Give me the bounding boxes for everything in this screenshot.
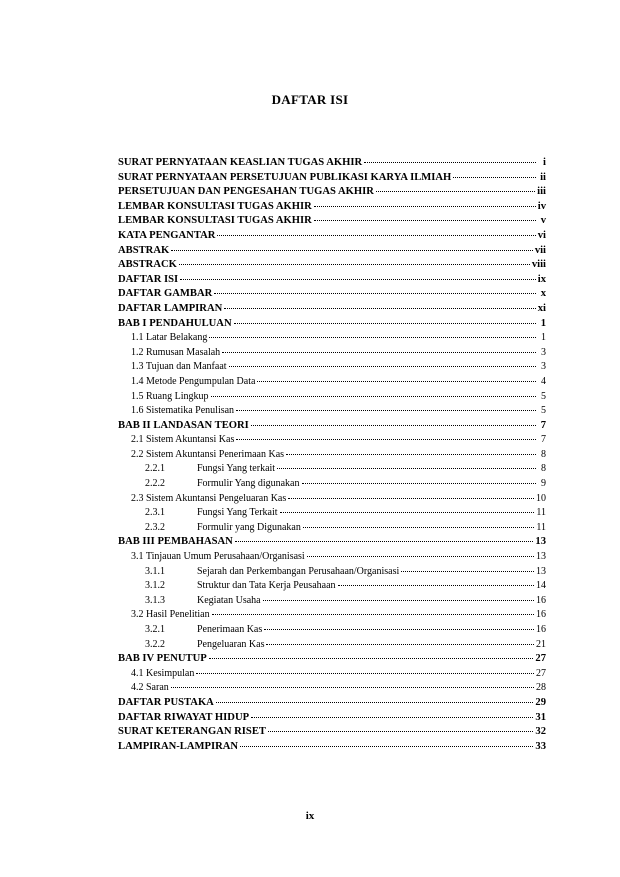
toc-entry-title: 1.4 Metode Pengumpulan Data bbox=[131, 375, 256, 387]
dot-leader bbox=[314, 197, 536, 207]
toc-entry-page: vii bbox=[534, 244, 546, 256]
toc-entry-number: 2.2.2 bbox=[145, 478, 165, 490]
toc-entry-page: 27 bbox=[535, 653, 546, 665]
toc-entry-title: Sejarah dan Perkembangan Perusahaan/Organisasi bbox=[197, 565, 400, 577]
toc-entry-title: ABSTRAK bbox=[118, 244, 170, 256]
dot-leader bbox=[236, 430, 536, 440]
toc-entry-title: PERSETUJUAN DAN PENGESAHAN TUGAS AKHIR bbox=[118, 186, 374, 198]
toc-entry-number: 3.2.2 bbox=[145, 638, 165, 650]
toc-entry-title: 2.1 Sistem Akuntansi Kas bbox=[131, 434, 235, 446]
toc-entry-page: iv bbox=[537, 200, 546, 212]
dot-leader bbox=[251, 416, 536, 426]
dot-leader bbox=[251, 708, 533, 718]
toc-entry-title: KATA PENGANTAR bbox=[118, 229, 216, 241]
dot-leader bbox=[286, 445, 536, 455]
toc-entry-page: 3 bbox=[541, 346, 546, 358]
dot-leader bbox=[376, 182, 535, 192]
toc-entry-title: 1.5 Ruang Lingkup bbox=[131, 390, 209, 402]
dot-leader bbox=[307, 547, 534, 557]
dot-leader bbox=[180, 270, 536, 280]
toc-entry-number: 2.3.2 bbox=[145, 521, 165, 533]
toc-entry-page: 11 bbox=[536, 507, 546, 519]
toc-entry-page: 3 bbox=[541, 361, 546, 373]
dot-leader bbox=[268, 722, 533, 732]
dot-leader bbox=[240, 737, 533, 747]
dot-leader bbox=[217, 226, 535, 236]
dot-leader bbox=[453, 168, 536, 178]
toc-entry-title: 4.2 Saran bbox=[131, 682, 169, 694]
dot-leader bbox=[280, 503, 535, 513]
toc-entry-page: 1 bbox=[540, 317, 546, 329]
toc-entry-title: 2.2 Sistem Akuntansi Penerimaan Kas bbox=[131, 448, 285, 460]
toc-entry-title: DAFTAR ISI bbox=[118, 273, 179, 285]
toc-entry-title: 4.1 Kesimpulan bbox=[131, 667, 195, 679]
dot-leader bbox=[266, 635, 534, 645]
toc-entry bbox=[118, 739, 546, 754]
toc-entry-title: Formulir yang Digunakan bbox=[197, 521, 301, 533]
toc-entry-number: 2.2.1 bbox=[145, 463, 165, 475]
toc-entry-title: SURAT PERNYATAAN KEASLIAN TUGAS AKHIR bbox=[118, 157, 363, 168]
toc-entry-title: 1.6 Sistematika Penulisan bbox=[131, 405, 235, 417]
toc-entry-title: LEMBAR KONSULTASI TUGAS AKHIR bbox=[118, 200, 312, 212]
dot-leader bbox=[209, 649, 534, 659]
toc-entry-title: Pengeluaran Kas bbox=[197, 638, 265, 650]
dot-leader bbox=[211, 387, 537, 397]
toc-entry-title: 1.1 Latar Belakang bbox=[131, 332, 208, 344]
toc-entry-page: 16 bbox=[536, 609, 546, 621]
toc-entry-page: 13 bbox=[536, 551, 546, 563]
toc-entry-page: 7 bbox=[540, 419, 546, 431]
toc-entry-title: Struktur dan Tata Kerja Peusahaan bbox=[197, 580, 336, 592]
dot-leader bbox=[234, 314, 536, 324]
toc-entry-title: 2.3 Sistem Akuntansi Pengeluaran Kas bbox=[131, 492, 287, 504]
toc-entry-title: SURAT PERNYATAAN PERSETUJUAN PUBLIKASI KARYA ILMIAH bbox=[118, 171, 452, 183]
toc-entry-title: BAB IV PENUTUP bbox=[118, 653, 207, 665]
toc-entry-title: Kegiatan Usaha bbox=[197, 594, 261, 606]
toc-entry-title: ABSTRACK bbox=[118, 259, 177, 271]
toc-entry-title: DAFTAR RIWAYAT HIDUP bbox=[118, 711, 250, 723]
toc-entry-page: 27 bbox=[536, 667, 546, 679]
dot-leader bbox=[171, 241, 533, 251]
toc-entry-page: 28 bbox=[536, 682, 546, 694]
dot-leader bbox=[222, 343, 536, 353]
toc-entry-page: 21 bbox=[536, 638, 546, 650]
toc-entry-title: Fungsi Yang Terkait bbox=[197, 507, 278, 519]
toc-entry-page: 13 bbox=[535, 536, 546, 548]
toc-entry-page: 5 bbox=[541, 390, 546, 402]
dot-leader bbox=[212, 605, 534, 615]
dot-leader bbox=[235, 532, 534, 542]
toc-entry-title: Penerimaan Kas bbox=[197, 624, 263, 635]
toc-entry-number: 3.2.1 bbox=[145, 624, 165, 635]
dot-leader bbox=[216, 693, 534, 703]
dot-leader bbox=[364, 153, 536, 163]
toc-entry-number: 3.1.2 bbox=[145, 580, 165, 592]
toc-entry-title: SURAT KETERANGAN RISET bbox=[118, 726, 266, 738]
dot-leader bbox=[264, 620, 534, 630]
toc-entry-title: 1.2 Rumusan Masalah bbox=[131, 346, 221, 358]
toc-entry-page: xi bbox=[537, 302, 546, 314]
toc-entry-page: ii bbox=[540, 171, 546, 183]
toc-entry-page: 10 bbox=[536, 492, 546, 504]
toc-entry-title: 1.3 Tujuan dan Manfaat bbox=[131, 361, 227, 373]
dot-leader bbox=[277, 459, 536, 469]
toc-entry-page: iii bbox=[537, 186, 546, 198]
toc-entry-page: 16 bbox=[536, 594, 546, 606]
dot-leader bbox=[302, 474, 537, 484]
toc-entry-title: Formulir Yang digunakan bbox=[197, 478, 300, 490]
dot-leader bbox=[171, 678, 534, 688]
toc-entry-page: 1 bbox=[541, 332, 546, 344]
toc-entry-page: ix bbox=[537, 273, 546, 285]
dot-leader bbox=[338, 576, 534, 586]
toc-entry-page: 29 bbox=[535, 696, 546, 708]
toc-entry-page: 32 bbox=[535, 726, 546, 738]
toc-entry-number: 3.1.1 bbox=[145, 565, 165, 577]
toc-entry-number: 2.3.1 bbox=[145, 507, 165, 519]
dot-leader bbox=[209, 328, 536, 338]
dot-leader bbox=[314, 211, 536, 221]
toc-entry-page: 11 bbox=[536, 521, 546, 533]
dot-leader bbox=[257, 372, 536, 382]
toc-entry-page: v bbox=[540, 215, 546, 227]
dot-leader bbox=[179, 255, 530, 265]
toc-entry-page: 33 bbox=[535, 740, 546, 752]
toc-entry-title: BAB III PEMBAHASAN bbox=[118, 536, 233, 548]
toc-entry-page: vi bbox=[537, 229, 546, 241]
toc-entry-number: 3.1.3 bbox=[145, 594, 165, 606]
dot-leader bbox=[229, 357, 536, 367]
dot-leader bbox=[196, 664, 534, 674]
toc-entry-title: 3.1 Tinjauan Umum Perusahaan/Organisasi bbox=[131, 551, 305, 563]
toc-entry-page: viii bbox=[531, 259, 546, 271]
toc-entry-page: 31 bbox=[535, 711, 546, 723]
toc-entry-page: 16 bbox=[536, 624, 546, 635]
toc-entry-title: LEMBAR KONSULTASI TUGAS AKHIR bbox=[118, 215, 312, 227]
dot-leader bbox=[236, 401, 536, 411]
dot-leader bbox=[288, 489, 534, 499]
dot-leader bbox=[214, 284, 536, 294]
toc-entry-title: LAMPIRAN-LAMPIRAN bbox=[118, 740, 239, 752]
dot-leader bbox=[224, 299, 535, 309]
toc-entry-page: x bbox=[540, 288, 546, 300]
toc-entry-title: BAB I PENDAHULUAN bbox=[118, 317, 232, 329]
toc-entry-page: i bbox=[543, 157, 546, 168]
toc-entry-title: DAFTAR GAMBAR bbox=[118, 288, 213, 300]
toc-entry-page: 8 bbox=[541, 448, 546, 460]
dot-leader bbox=[263, 591, 534, 601]
dot-leader bbox=[401, 562, 534, 572]
toc-entry-title: 3.2 Hasil Penelitian bbox=[131, 609, 210, 621]
toc-entry-page: 9 bbox=[541, 478, 546, 490]
toc-entry-title: DAFTAR PUSTAKA bbox=[118, 696, 214, 708]
toc-entry-title: DAFTAR LAMPIRAN bbox=[118, 302, 223, 314]
toc-entry-page: 4 bbox=[541, 375, 546, 387]
toc-entry-page: 7 bbox=[541, 434, 546, 446]
toc-entry-page: 5 bbox=[541, 405, 546, 417]
toc-entry-page: 8 bbox=[541, 463, 546, 475]
toc-entry-page: 13 bbox=[536, 565, 546, 577]
toc-entry-title: Fungsi Yang terkait bbox=[197, 463, 276, 475]
toc-entry-title: BAB II LANDASAN TEORI bbox=[118, 419, 249, 431]
dot-leader bbox=[303, 518, 534, 528]
page-title: DAFTAR ISI bbox=[271, 92, 349, 107]
toc-entry-page: 14 bbox=[536, 580, 546, 592]
page-number: ix bbox=[305, 810, 315, 822]
table-of-contents bbox=[118, 155, 546, 753]
